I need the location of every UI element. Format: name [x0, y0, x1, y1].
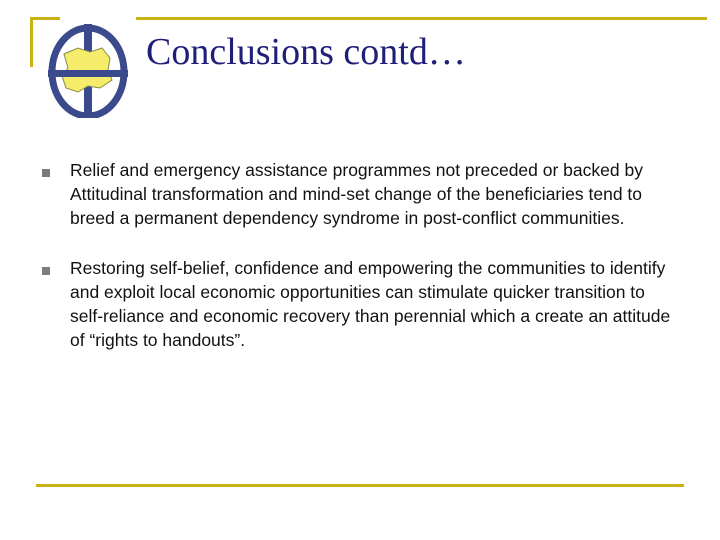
uganda-map-emblem-icon	[38, 18, 138, 118]
frame-left-line	[30, 17, 33, 67]
frame-top-line	[136, 17, 707, 20]
bullet-text: Relief and emergency assistance programmes not preceded or backed by Attitudinal transformation and mind-set change of the beneficiaries tend to breed a permanent dependency syndrome in post-conflict communities.	[70, 160, 643, 228]
bullet-list	[38, 158, 678, 378]
square-bullet-icon	[42, 169, 50, 177]
bullet-item	[38, 158, 678, 230]
bullet-text: Restoring self-belief, confidence and empowering the communities to identify and exploit local economic opportunities can stimulate quicker transition to self-reliance and economic recovery than perennial which a create an attitude of “rights to handouts”.	[70, 258, 671, 350]
square-bullet-icon	[42, 267, 50, 275]
bullet-item	[38, 256, 678, 352]
slide-title: Conclusions contd…	[146, 31, 466, 73]
frame-bottom-line	[36, 484, 684, 487]
